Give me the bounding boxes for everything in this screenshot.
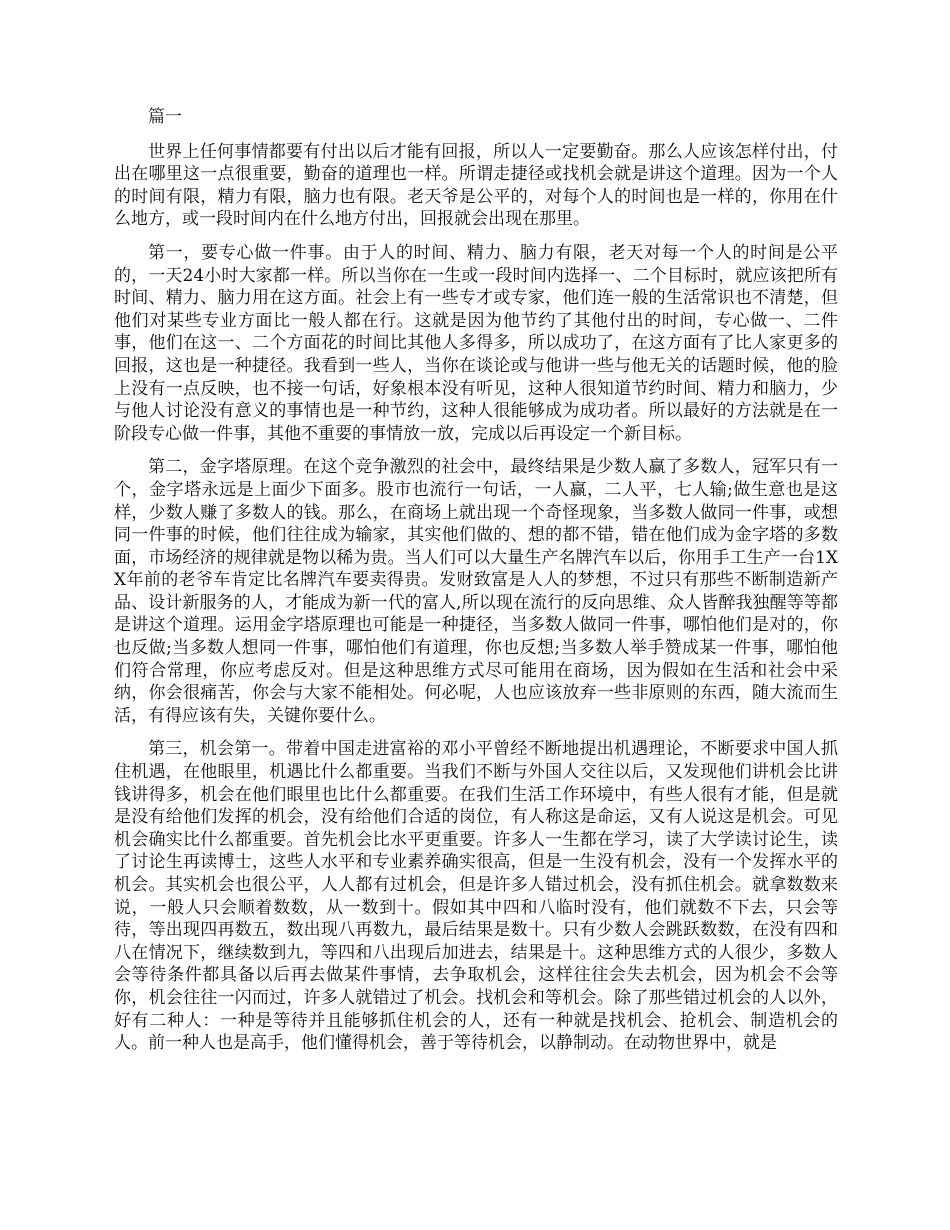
paragraph-third-point: 第三，机会第一。带着中国走进富裕的邓小平曾经不断地提出机遇理论，不断要求中国人抓住机遇，在他眼里，机遇比什么都重要。当我们不断与外国人交往以后，又发现他们讲机会比讲钱讲得多，机会在他们眼里也比什么都重要。在我们生活工作环境中，有些人很有才能，但是就是没有给他们发挥的机会，没有给他们合适的岗位，有人称这是命运，又有人说这是机会。可见机会确实比什么都重要。首先机会比水平更重要。许多人一生都在学习，读了大学读讨论生，读了讨论生再读博士，这些人水平和专业素养确实很高，但是一生没有机会，没有一个发挥水平的机会。其实机会也很公平，人人都有过机会，但是许多人错过机会，没有抓住机会。就拿数数来说，一般人只会顺着数数，从一数到十。假如其中四和八临时没有，他们就数不下去，只会等待，等出现四再数五，数出现八再数九，最后结果是数十。只有少数人会跳跃数数，在没有四和八在情况下，继续数到九，等四和八出现后加进去，结果是十。这种思维方式的人很少，多数人会等待条件都具备以后再去做某件事情，去争取机会，这样往往会失去机会，因为机会不会等你，机会往往一闪而过，许多人就错过了机会。找机会和等机会。除了那些错过机会的人以外，好有二种人：一种是等待并且能够抓住机会的人，还有一种就是找机会、抢机会、制造机会的人。前一种人也是高手，他们懂得机会，善于等待机会，以静制动。在动物世界中，就是 (114, 739, 838, 1054)
paragraph-intro: 世界上任何事情都要有付出以后才能有回报，所以人一定要勤奋。那么人应该怎样付出，付出在哪里这一点很重要，勤奋的道理也一样。所谓走捷径或找机会就是讲这个道理。因为一个人的时间有限，精力有限，脑力也有限。老天爷是公平的，对每个人的时间也是一样的，你用在什么地方，或一段时间内在什么地方付出，回报就会出现在那里。 (114, 141, 838, 230)
document-body (114, 106, 838, 1066)
paragraph-first-point: 第一，要专心做一件事。由于人的时间、精力、脑力有限，老天对每一个人的时间是公平的，一天24小时大家都一样。所以当你在一生或一段时间内选择一、二个目标时，就应该把所有时间、精力、脑力用在这方面。社会上有一些专才或专家，他们连一般的生活常识也不清楚，但他们对某些专业方面比一般人都在行。这就是因为他节约了其他付出的时间，专心做一、二件事，他们在这一、二个方面花的时间比其他人多得多，所以成功了，在这方面有了比人家更多的回报，这也是一种捷径。我看到一些人，当你在谈论或与他讲一些与他无关的话题时候，他的脸上没有一点反映，也不接一句话，好象根本没有听见，这种人很知道节约时间、精力和脑力，少与他人讨论没有意义的事情也是一种节约，这种人很能够成为成功者。所以最好的方法就是在一阶段专心做一件事，其他不重要的事情放一放，完成以后再设定一个新目标。 (114, 242, 838, 444)
paragraph-second-point: 第二，金字塔原理。在这个竞争激烈的社会中，最终结果是少数人赢了多数人，冠军只有一个，金字塔永远是上面少下面多。股市也流行一句话，一人赢，二人平，七人输;做生意也是这样，少数人赚了多数人的钱。那么，在商场上就出现一个奇怪现象，当多数人做同一件事，或想同一件事的时候，他们往往成为输家，其实他们做的、想的都不错，错在他们成为金字塔的多数面，市场经济的规律就是物以稀为贵。当人们可以大量生产名牌汽车以后，你用手工生产一台1XX年前的老爷车肯定比名牌汽车要卖得贵。发财致富是人人的梦想，不过只有那些不断制造新产品、设计新服务的人，才能成为新一代的富人,所以现在流行的反向思维、众人皆醉我独醒等等都是讲这个道理。运用金字塔原理也可能是一种捷径，当多数人做同一件事，哪怕他们是对的，你也反做;当多数人想同一件事，哪怕他们有道理，你也反想;当多数人举手赞成某一件事，哪怕他们符合常理，你应考虑反对。但是这种思维方式尽可能用在商场，因为假如在生活和社会中采纳，你会很痛苦，你会与大家不能相处。何必呢，人也应该放弃一些非原则的东西，随大流而生活，有得应该有失，关键你要什么。 (114, 457, 838, 726)
section-heading: 篇一 (148, 107, 182, 127)
